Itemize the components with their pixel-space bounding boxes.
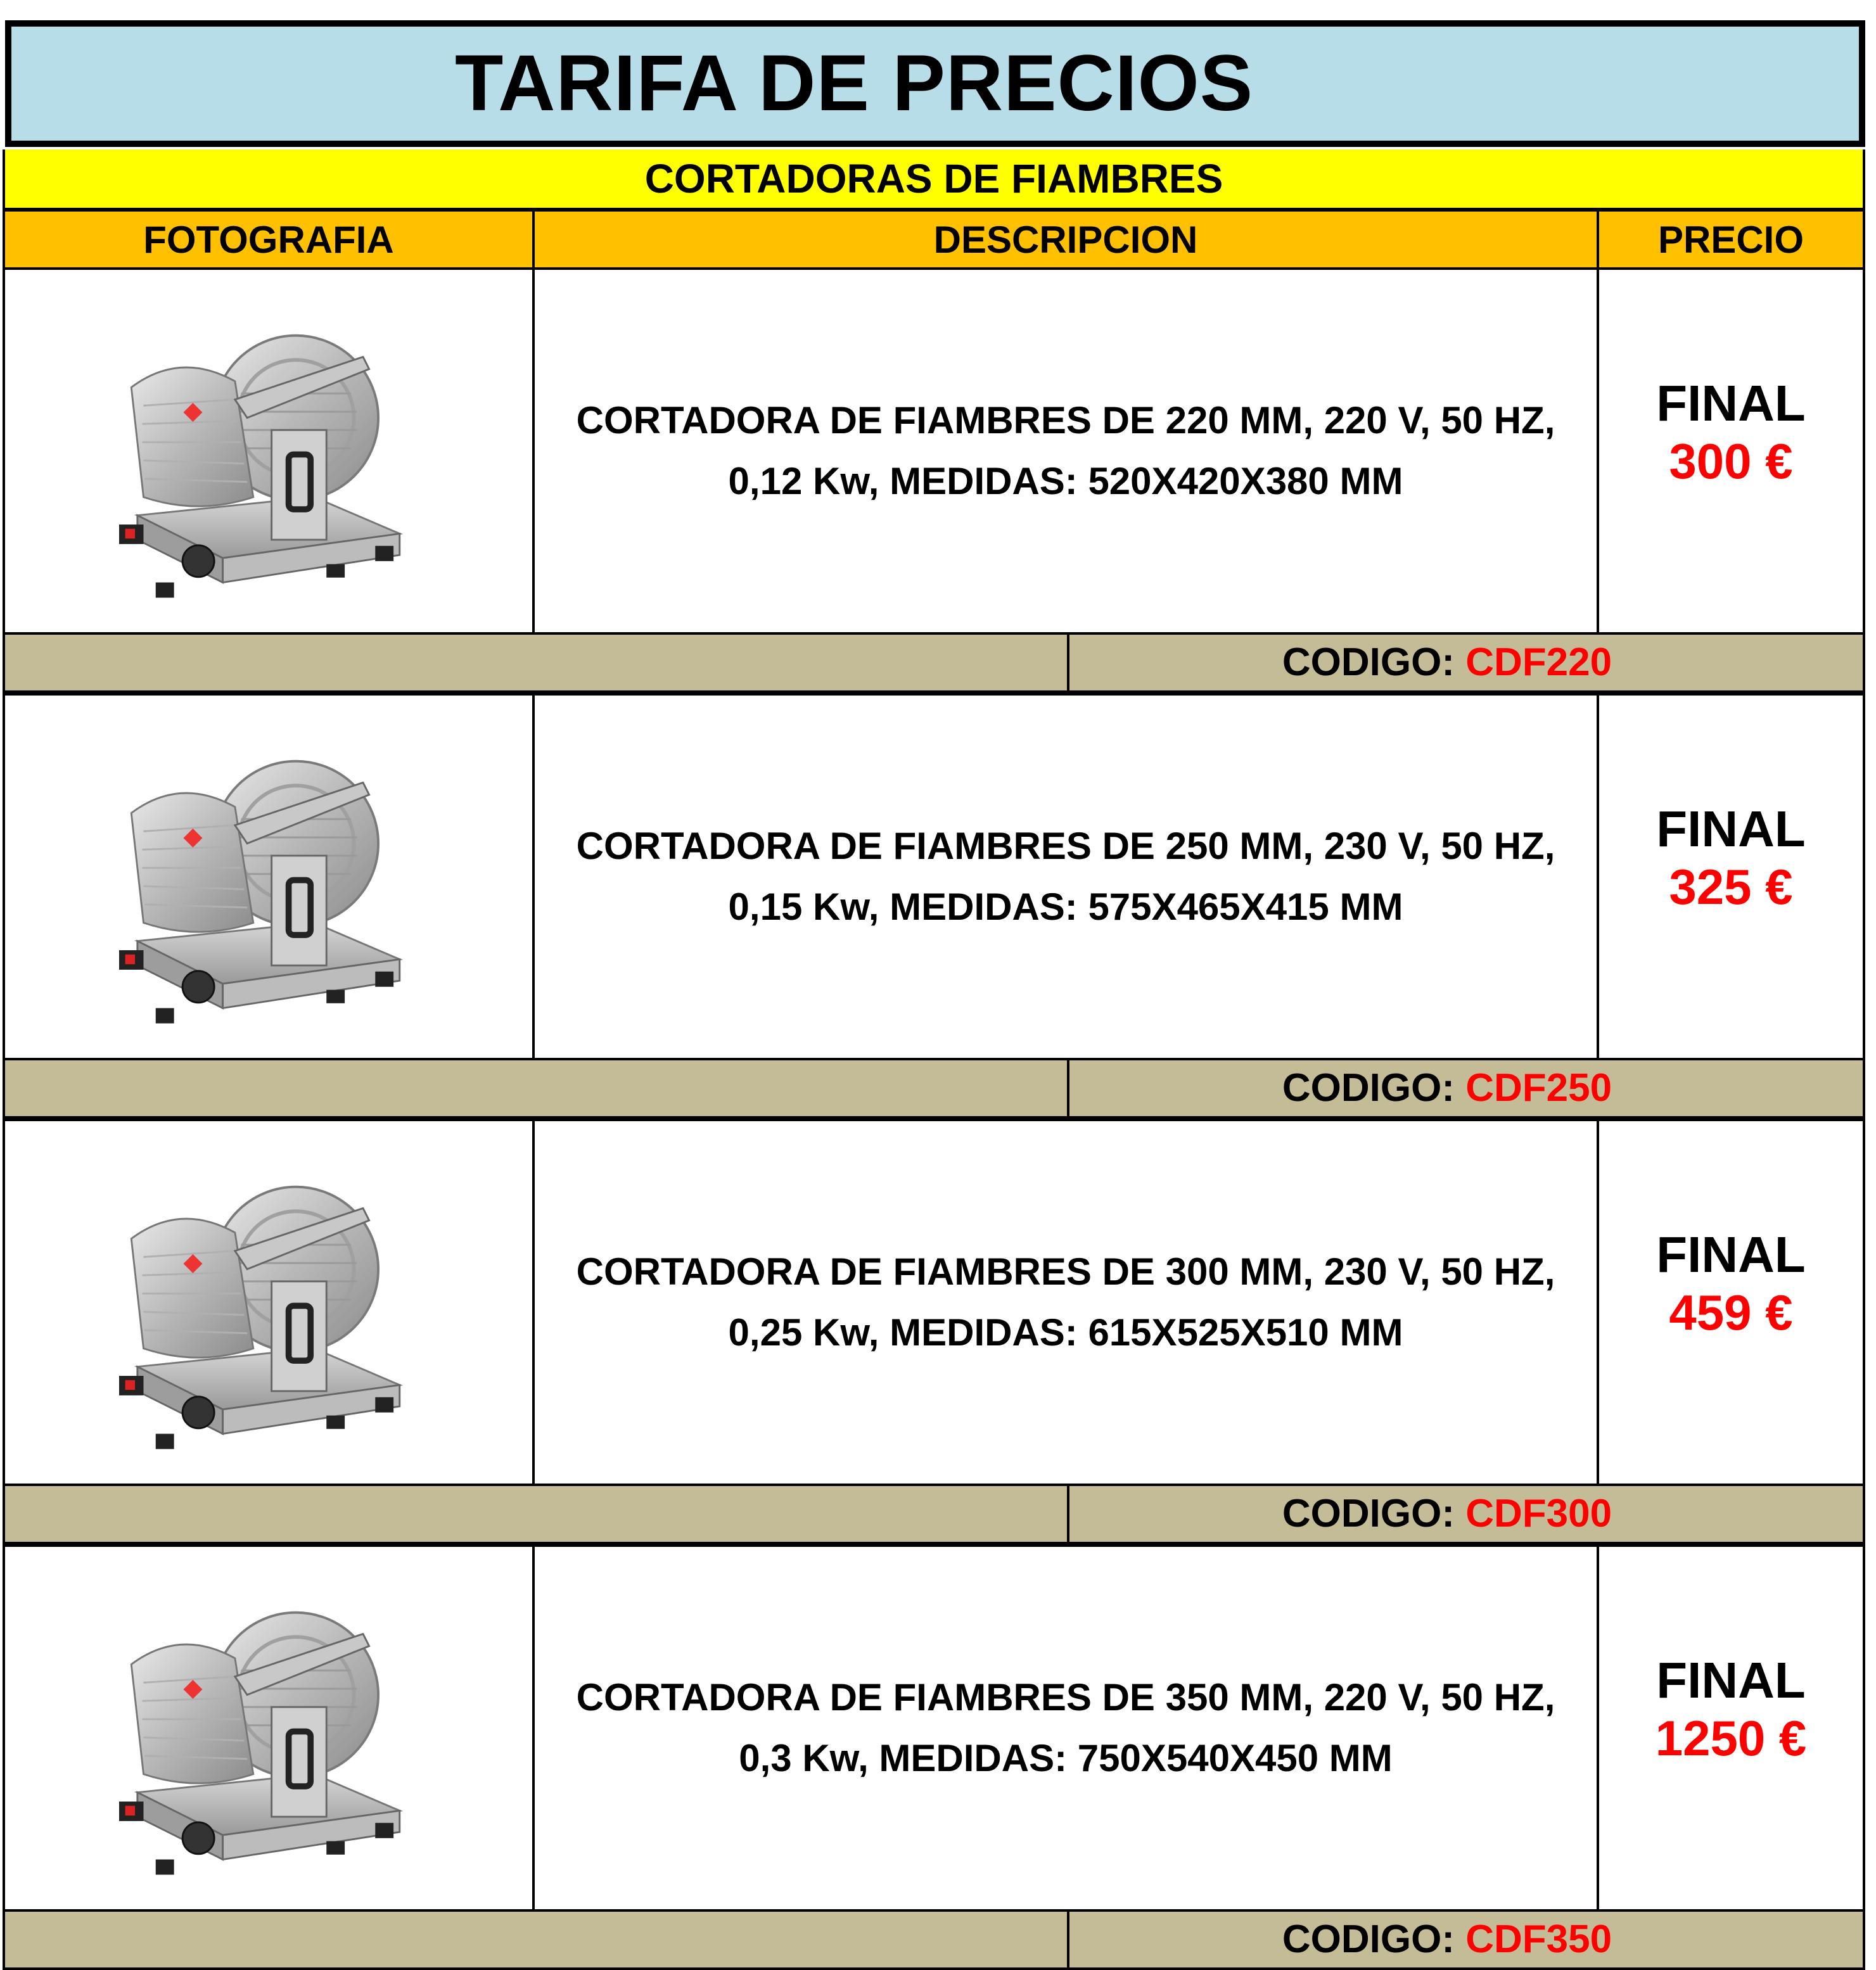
description-line-2: 0,15 Kw, MEDIDAS: 575X465X415 MM	[728, 886, 1403, 928]
product-code	[1067, 632, 1865, 693]
code-label: CODIGO:	[1282, 1492, 1455, 1535]
product-photo	[3, 693, 535, 1060]
product-description	[532, 1119, 1599, 1486]
price-amount: 459 €	[1669, 1284, 1793, 1340]
code-bar-left	[3, 1909, 1069, 1970]
code-value: CDF250	[1465, 1066, 1612, 1110]
meat-slicer-icon	[94, 740, 437, 1033]
header-price: PRECIO	[1597, 209, 1865, 270]
product-price-cell	[1597, 1544, 1865, 1912]
category-bar: CORTADORAS DE FIAMBRES	[3, 149, 1865, 210]
meat-slicer-icon	[94, 1591, 437, 1884]
code-bar-left	[3, 1484, 1069, 1544]
product-code	[1067, 1058, 1865, 1119]
meat-slicer-icon	[94, 314, 437, 607]
product-description	[532, 693, 1599, 1060]
description-line-1: CORTADORA DE FIAMBRES DE 220 MM, 220 V, 50 HZ,	[576, 399, 1555, 442]
description-line-1: CORTADORA DE FIAMBRES DE 300 MM, 230 V, 50 HZ,	[576, 1250, 1555, 1293]
product-price-cell	[1597, 267, 1865, 635]
product-code	[1067, 1909, 1865, 1970]
page-title: TARIFA DE PRECIOS	[455, 39, 1254, 127]
code-value: CDF300	[1465, 1492, 1612, 1535]
code-label: CODIGO:	[1282, 1917, 1455, 1961]
price-label: FINAL	[1656, 1651, 1806, 1708]
price-label: FINAL	[1656, 800, 1806, 857]
product-photo	[3, 1119, 535, 1486]
description-line-2: 0,25 Kw, MEDIDAS: 615X525X510 MM	[728, 1311, 1403, 1354]
price-label: FINAL	[1656, 374, 1806, 431]
description-line-1: CORTADORA DE FIAMBRES DE 250 MM, 230 V, 50 HZ,	[576, 825, 1555, 867]
description-line-1: CORTADORA DE FIAMBRES DE 350 MM, 220 V, 50 HZ,	[576, 1676, 1555, 1719]
code-label: CODIGO:	[1282, 640, 1455, 684]
code-bar-left	[3, 1058, 1069, 1119]
price-label: FINAL	[1656, 1226, 1806, 1283]
code-label: CODIGO:	[1282, 1066, 1455, 1110]
title-banner	[5, 20, 1865, 147]
price-amount: 300 €	[1669, 433, 1793, 489]
product-description	[532, 1544, 1599, 1912]
code-bar-left	[3, 632, 1069, 693]
product-description	[532, 267, 1599, 635]
product-price-cell	[1597, 1119, 1865, 1486]
meat-slicer-icon	[94, 1166, 437, 1458]
header-photo: FOTOGRAFIA	[3, 209, 535, 270]
code-value: CDF350	[1465, 1917, 1612, 1961]
description-line-2: 0,12 Kw, MEDIDAS: 520X420X380 MM	[728, 460, 1403, 502]
product-code	[1067, 1484, 1865, 1544]
price-amount: 1250 €	[1655, 1710, 1807, 1766]
product-photo	[3, 1544, 535, 1912]
product-price-cell	[1597, 693, 1865, 1060]
price-amount: 325 €	[1669, 858, 1793, 915]
code-value: CDF220	[1465, 640, 1612, 684]
product-photo	[3, 267, 535, 635]
header-description: DESCRIPCION	[532, 209, 1599, 270]
description-line-2: 0,3 Kw, MEDIDAS: 750X540X450 MM	[739, 1737, 1393, 1779]
